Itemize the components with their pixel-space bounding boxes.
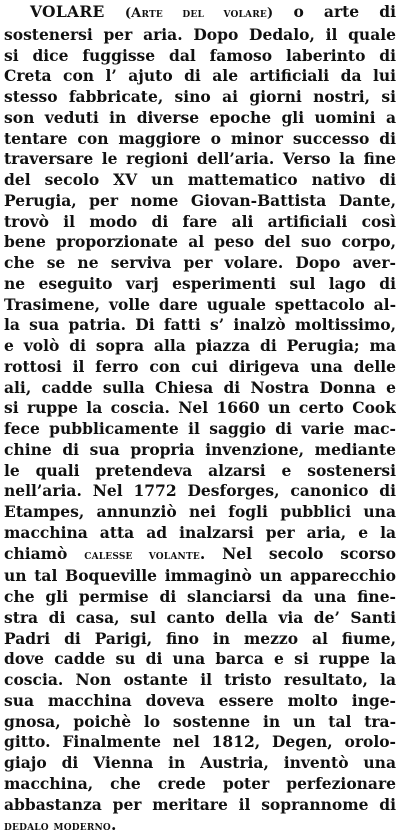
text-line: stesso fabbricate, sino ai giorni nostri, si (4, 87, 396, 106)
text-line: ne eseguito varj esperimenti sul lago di (4, 273, 396, 293)
text-line: tentare con maggiore o minor successo di (4, 128, 396, 148)
text-line: un tal Boqueville immaginò un apparecchio (4, 566, 396, 586)
text-line: si dice fuggisse dal famoso laberinto di (4, 45, 396, 65)
text-line: gitto. Finalmente nel 1812, Degen, orolo- (4, 732, 396, 752)
text-line: gnosa, poichè lo sostenne in un tal tra- (4, 711, 396, 731)
text-line: nell’aria. Nel 1772 Desforges, canonico di (4, 481, 396, 501)
text-line: son veduti in diverse epoche gli uomini a (4, 107, 396, 127)
line-text: chiamò (4, 543, 85, 563)
text-line: giajo di Vienna in Austria, inventò una (4, 753, 396, 772)
calesse-volante-term: calesse volante (84, 547, 200, 563)
text-line (4, 815, 396, 838)
text-line: Trasimene, volle dare uguale spettacolo al- (4, 294, 396, 314)
text-line: Padri di Parigi, fino in mezzo al fiume, (4, 628, 396, 648)
text-line: Creta con l’ ajuto di ale artificiali da lui (4, 66, 396, 86)
text-line: rottosi il ferro con cui dirigeva una delle (4, 356, 396, 376)
line-text: . Nel secolo scorso (199, 543, 396, 563)
text-line: trovò il modo di fare ali artificiali così (4, 211, 396, 231)
text-line: sostenersi per aria. Dopo Dedalo, il quale (4, 24, 396, 44)
headword-subtitle: (Arte del volare) (124, 6, 274, 21)
document-page (4, 2, 396, 835)
text-line (4, 544, 396, 567)
text-line (4, 2, 396, 25)
text-line: abbastanza per meritare il soprannome di (4, 794, 396, 814)
encyclopedia-entry (4, 2, 396, 838)
line-text: o arte di (273, 2, 396, 21)
text-line: chine di sua propria invenzione, mediante (4, 439, 396, 459)
text-line: fece pubblicamente il saggio di varie mac- (4, 419, 396, 438)
text-line: le quali pretendeva alzarsi e sostenersi (4, 460, 396, 480)
headword: VOLARE (30, 2, 105, 21)
text-line: macchina, che crede poter perfezionare (4, 773, 396, 793)
text-line: sua macchina doveva essere molto inge- (4, 690, 396, 710)
line-text: . (110, 815, 117, 835)
text-line: e volò di sopra alla piazza di Perugia; ma (4, 336, 396, 355)
text-line: dove cadde su di una barca e si ruppe la (4, 649, 396, 669)
text-line: che gli permise di slanciarsi da una fine- (4, 587, 396, 606)
text-line: stra di casa, sul canto della via de’ Santi (4, 607, 396, 627)
text-line: macchina atta ad inalzarsi per aria, e la (4, 522, 396, 542)
text-line: bene proporzionate al peso del suo corpo, (4, 232, 396, 252)
text-line: ali, cadde sulla Chiesa di Nostra Donna e (4, 377, 396, 397)
text-line: si ruppe la coscia. Nel 1660 un certo Cook (4, 398, 396, 418)
text-line: del secolo XV un mattematico nativo di (4, 170, 396, 189)
text-line: che se ne serviva per volare. Dopo aver- (4, 253, 396, 272)
text-line: la sua patria. Di fatti s’ inalzò moltissimo, (4, 315, 396, 335)
text-line: coscia. Non ostante il tristo resultato, la (4, 670, 396, 689)
text-line: Perugia, per nome Giovan-Battista Dante, (4, 190, 396, 210)
dedalo-moderno-term: dedalo moderno (4, 819, 111, 835)
text-line: Etampes, annunziò nei fogli pubblici una (4, 502, 396, 521)
text-line: traversare le regioni dell’aria. Verso la fine (4, 149, 396, 169)
